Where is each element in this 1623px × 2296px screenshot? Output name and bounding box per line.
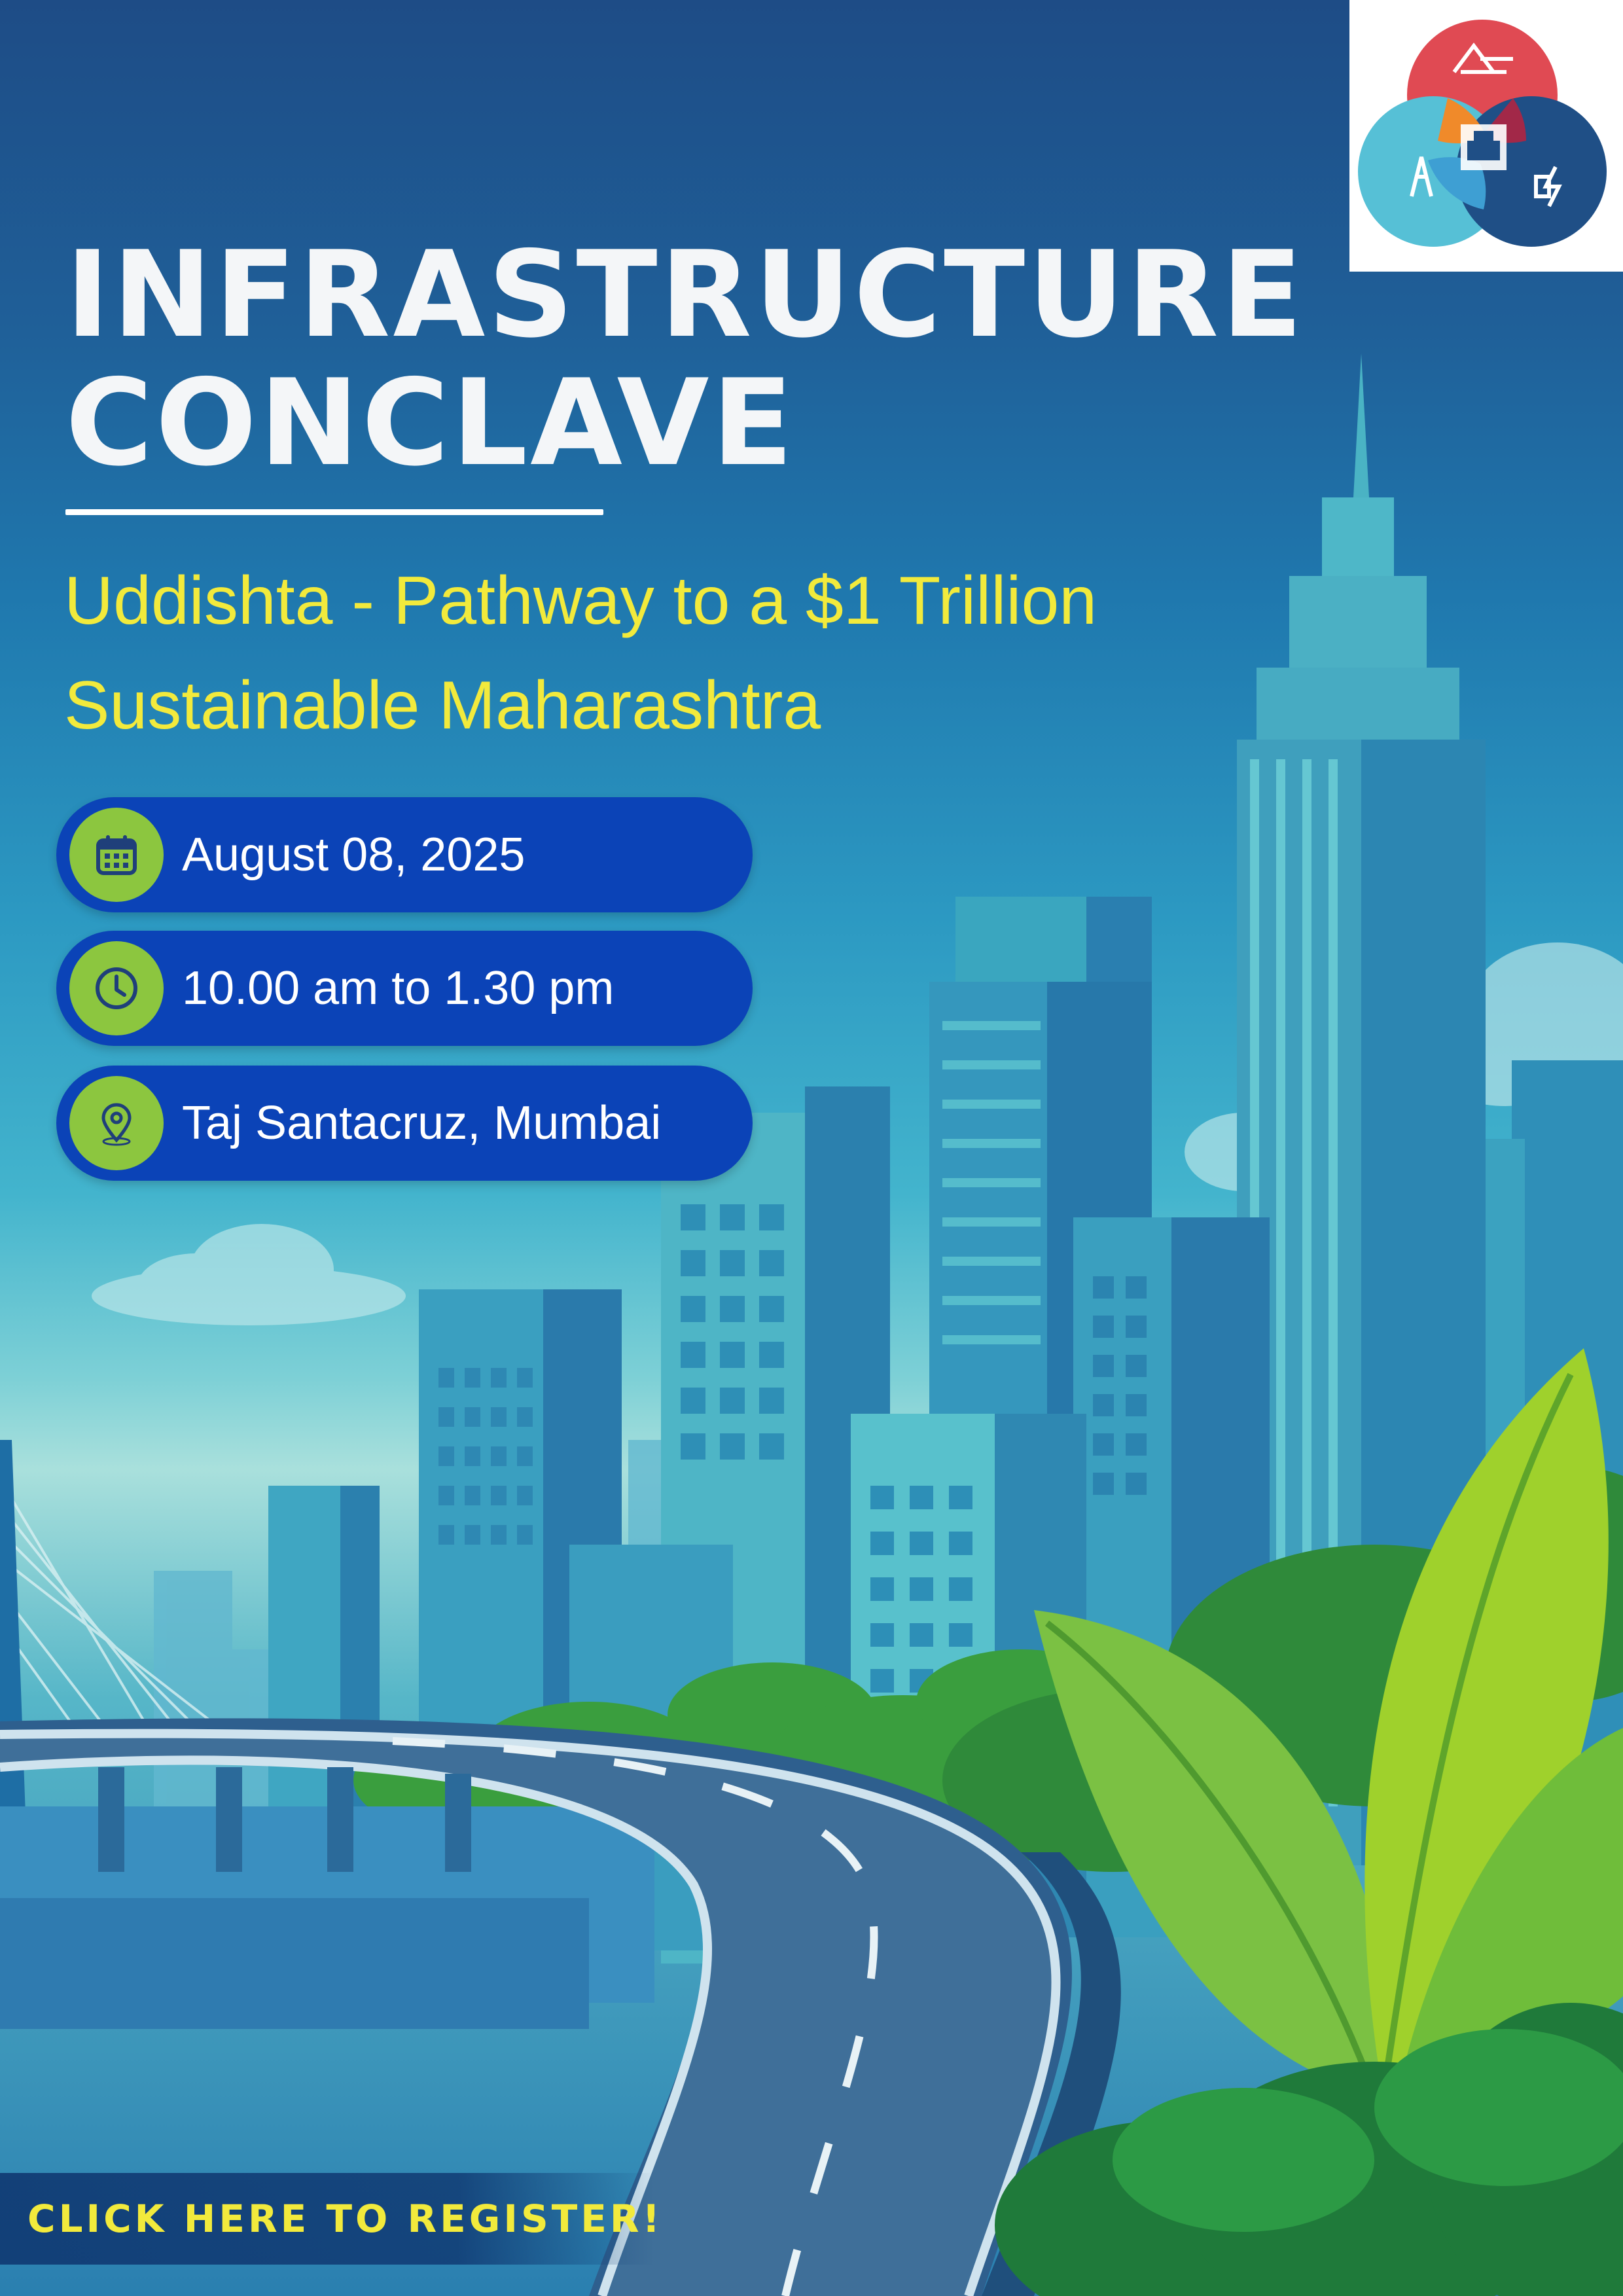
event-subtitle <box>64 548 1308 758</box>
register-link[interactable] <box>0 2173 664 2265</box>
register-link-label[interactable]: CLICK HERE TO REGISTER! <box>27 2197 664 2241</box>
event-time-pill <box>56 931 753 1046</box>
event-date-pill <box>56 797 753 912</box>
event-venue-pill <box>56 1066 753 1181</box>
event-title-line2: CONCLAVE <box>65 353 796 492</box>
location-pin-icon <box>69 1076 164 1170</box>
event-venue-text: Taj Santacruz, Mumbai <box>182 1097 662 1149</box>
clock-icon <box>69 941 164 1035</box>
event-title <box>65 225 1309 492</box>
event-title-line1: INFRASTRUCTURE <box>65 225 1306 364</box>
event-subtitle-line1: Uddishta - Pathway to a $1 Trillion <box>64 563 1097 639</box>
bombay-chamber-logo <box>1349 0 1623 272</box>
event-time-text: 10.00 am to 1.30 pm <box>182 962 615 1014</box>
event-date-text: August 08, 2025 <box>182 829 526 881</box>
calendar-icon <box>69 808 164 902</box>
logo-graphic <box>1349 0 1623 272</box>
title-divider <box>65 509 603 515</box>
event-subtitle-line2: Sustainable Maharashtra <box>64 668 821 744</box>
